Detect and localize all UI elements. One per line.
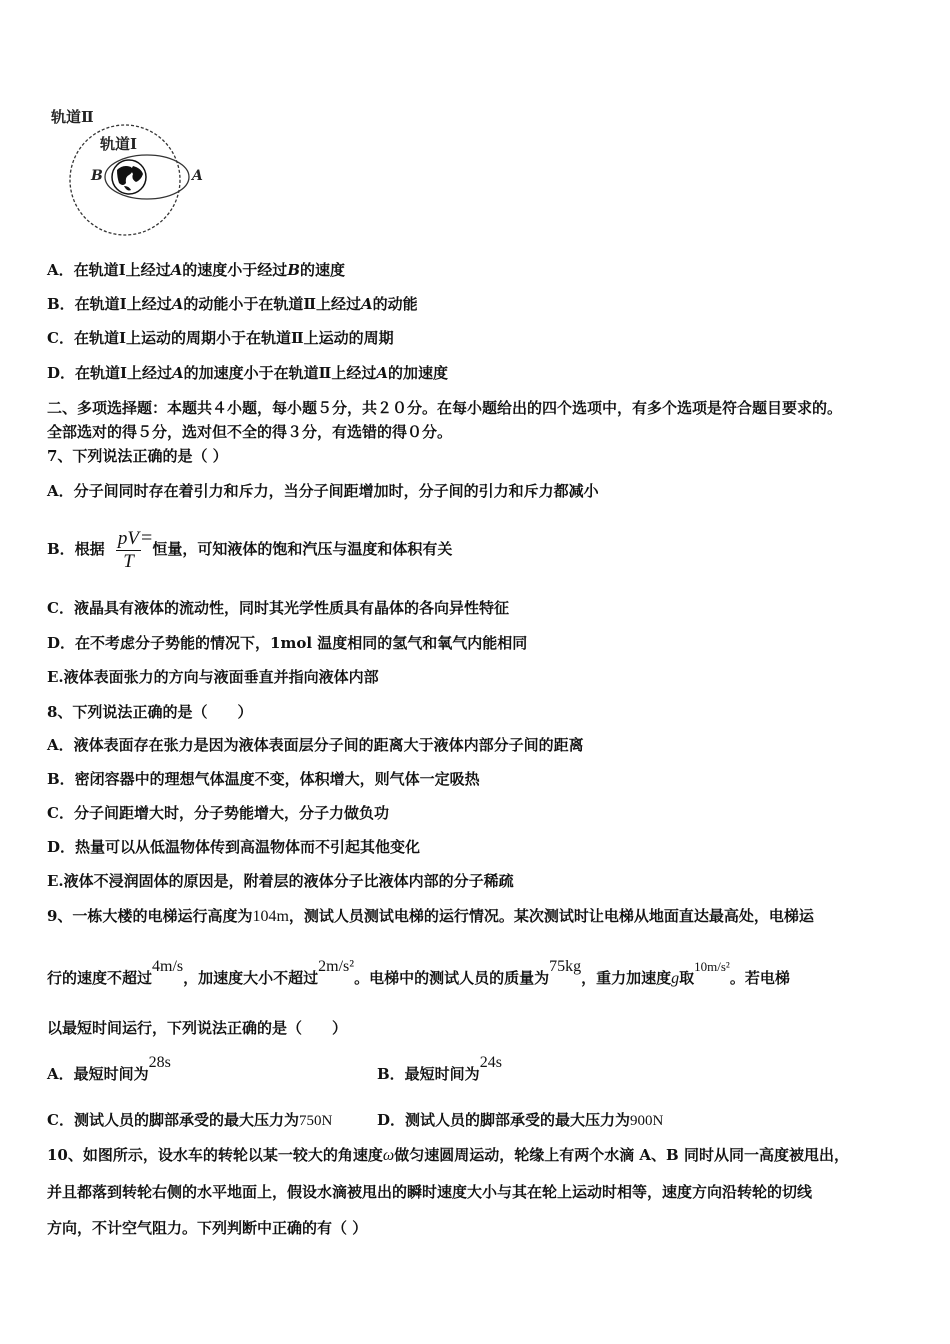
- q9-option-a: A．最短时间为28s: [47, 1054, 171, 1083]
- q8-option-b: B．密闭容器中的理想气体温度不变，体积增大，则气体一定吸热: [47, 770, 480, 788]
- orbit-2-label: 轨道Ⅱ: [51, 108, 94, 126]
- equals-sign: =: [141, 527, 153, 549]
- q10-stem-line1: 10、如图所示，设水车的转轮以某一较大的角速度ω做匀速圆周运动，轮缘上有两个水滴 A、B 同时从同一高度被甩出，: [47, 1146, 849, 1164]
- q6-option-a: A．在轨道Ⅰ上经过A的速度小于经过B的速度: [47, 261, 346, 279]
- pv-over-t-fraction: $\frac{pV}{T}$: [117, 527, 140, 572]
- q7-option-d: D．在不考虑分子势能的情况下，1mol 温度相同的氢气和氧气内能相同: [47, 634, 528, 652]
- section2-header-line1: 二、多项选择题：本题共４小题，每小题５分，共２０分。在每小题给出的四个选项中，有多个选项是符合题目要求的。: [47, 399, 843, 417]
- q10-stem-line2: 并且都落到转轮右侧的水平地面上，假设水滴被甩出的瞬时速度大小与其在轮上运动时相等，速度方向沿转轮的切线: [47, 1183, 813, 1201]
- orbit-1-label: 轨道Ⅰ: [100, 135, 138, 153]
- point-b-label: B: [91, 168, 103, 184]
- q9-stem-line2: 行的速度不超过4m/s，加速度大小不超过2m/s²。电梯中的测试人员的质量为75kg，重力加速度g取10m/s²。若电梯: [47, 958, 790, 987]
- section2-header-line2: 全部选对的得５分，选对但不全的得３分，有选错的得０分。: [47, 423, 453, 441]
- q8-option-c: C．分子间距增大时，分子势能增大，分子力做负功: [47, 804, 389, 822]
- q9-stem-line1: 9、一栋大楼的电梯运行高度为104m，测试人员测试电梯的运行情况。某次测试时让电梯从地面直达最高处，电梯运: [47, 907, 814, 925]
- q8-stem: 8、下列说法正确的是（ ）: [47, 703, 253, 721]
- q8-option-d: D．热量可以从低温物体传到高温物体而不引起其他变化: [47, 838, 421, 856]
- q7-option-b: B．根据 $\frac{pV}{T}$ =恒量，可知液体的饱和汽压与温度和体积有关: [47, 527, 453, 572]
- q6-option-d: D．在轨道Ⅰ上经过A的加速度小于在轨道Ⅱ上经过A的加速度: [47, 364, 448, 382]
- q6-option-b: B．在轨道Ⅰ上经过A的动能小于在轨道Ⅱ上经过A的动能: [47, 295, 418, 313]
- q7-option-a: A．分子间同时存在着引力和斥力，当分子间距增加时，分子间的引力和斥力都减小: [47, 482, 599, 500]
- q7-stem: 7、下列说法正确的是（ ）: [47, 447, 228, 465]
- q9-stem-line3: 以最短时间运行，下列说法正确的是（ ）: [47, 1019, 348, 1037]
- q7-option-e: E.液体表面张力的方向与液面垂直并指向液体内部: [47, 668, 379, 686]
- q9-option-b: B．最短时间为24s: [377, 1054, 502, 1083]
- q8-option-e: E.液体不浸润固体的原因是，附着层的液体分子比液体内部的分子稀疏: [47, 872, 514, 890]
- q9-option-c: C．测试人员的脚部承受的最大压力为750N: [47, 1111, 333, 1129]
- q9-option-d: D．测试人员的脚部承受的最大压力为900N: [377, 1111, 664, 1129]
- q8-option-a: A．液体表面存在张力是因为液体表面层分子间的距离大于液体内部分子间的距离: [47, 736, 584, 754]
- q7-option-c: C．液晶具有液体的流动性，同时其光学性质具有晶体的各向异性特征: [47, 599, 509, 617]
- point-a-label: A: [192, 168, 203, 184]
- orbit-figure: [45, 100, 215, 240]
- q6-option-c: C．在轨道Ⅰ上运动的周期小于在轨道Ⅱ上运动的周期: [47, 329, 394, 347]
- q10-stem-line3: 方向，不计空气阻力。下列判断中正确的有（ ）: [47, 1219, 368, 1237]
